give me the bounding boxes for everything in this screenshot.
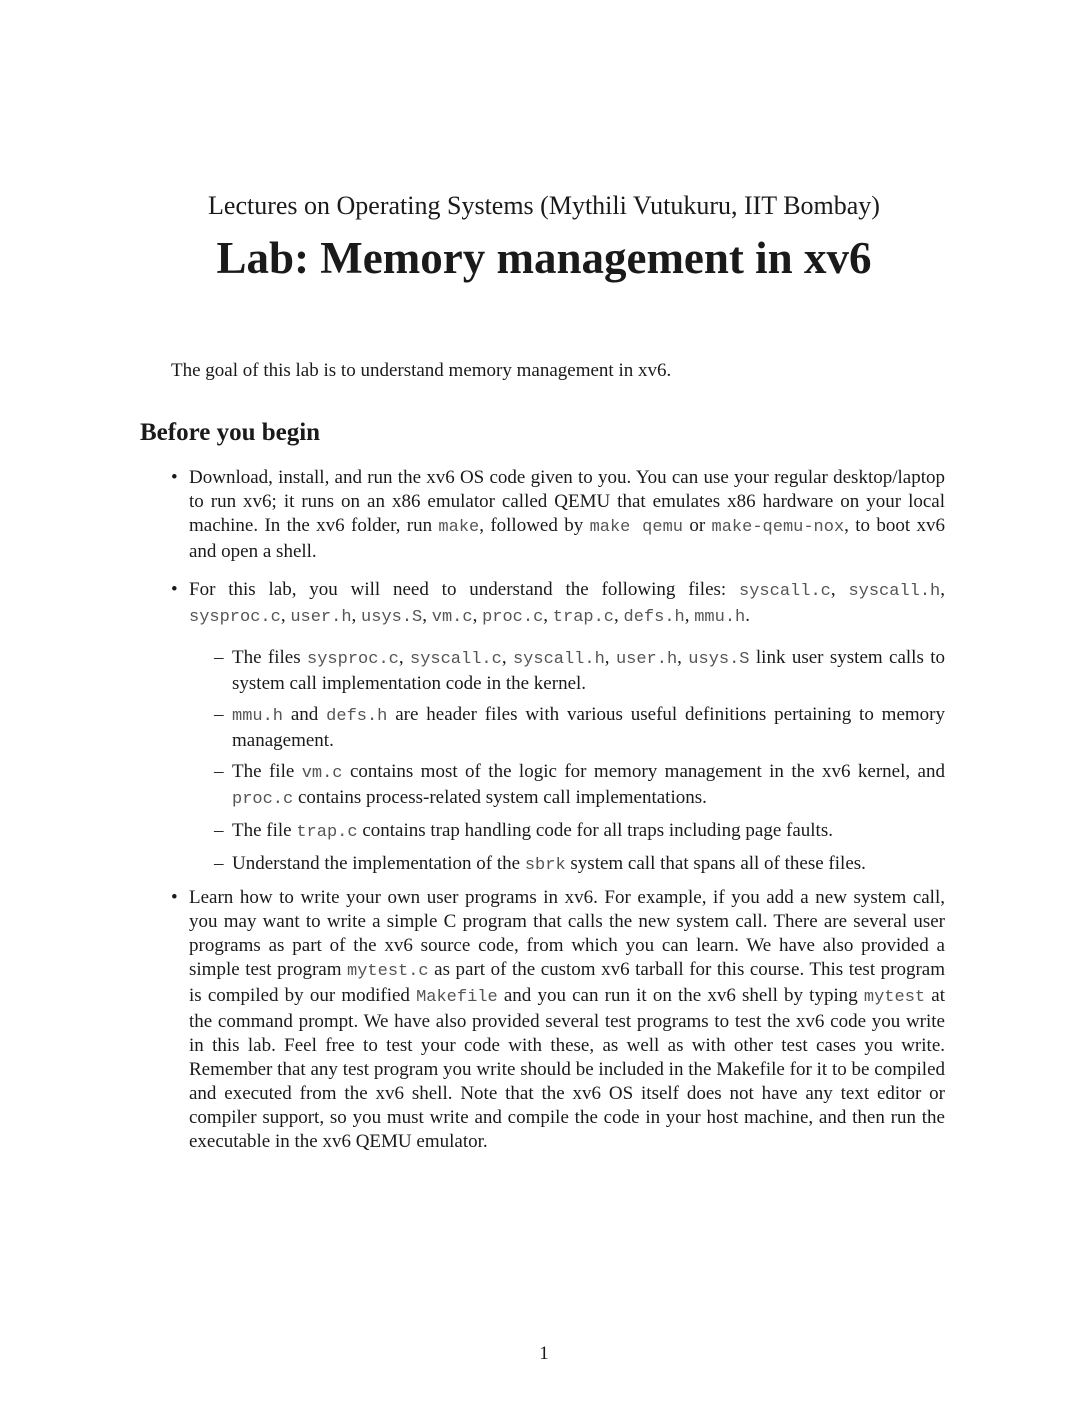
code-sysproc: sysproc.c (307, 650, 399, 669)
text: as part of the custom xv6 tarball for this course. This test program is compiled by our modified (189, 959, 945, 1006)
bullet-list-3 (171, 886, 945, 1154)
separator: , (351, 605, 362, 626)
bullet-marker: • (171, 467, 178, 488)
separator: , (830, 579, 849, 600)
section-heading: Before you begin (140, 419, 321, 446)
separator: , (501, 647, 513, 668)
separator: , (614, 605, 624, 626)
text: and you can run it on the xv6 shell by typing (497, 985, 864, 1006)
code-file: user.h (290, 608, 352, 627)
dash-marker: – (214, 704, 224, 725)
separator: , (677, 647, 689, 668)
code-sbrk: sbrk (524, 856, 566, 875)
code-file: syscall.c (739, 582, 831, 601)
sub-item-syscall-files (214, 646, 945, 696)
intro-paragraph: The goal of this lab is to understand memory management in xv6. (171, 360, 672, 381)
code-make-qemu: make qemu (589, 518, 683, 537)
bullet-item-download (171, 466, 945, 564)
bullet-item-files (171, 578, 945, 630)
text: link user system calls to system call implementation code in the kernel. (232, 647, 946, 694)
code-mytest: mytest (863, 988, 926, 1007)
text: The files (232, 647, 308, 668)
code-make: make (438, 518, 480, 537)
document-title: Lab: Memory management in xv6 (216, 233, 872, 283)
code-syscall-c: syscall.c (410, 650, 502, 669)
code-file: proc.c (482, 608, 544, 627)
code-user-h: user.h (615, 650, 678, 669)
sub-item-trap (214, 819, 945, 845)
sub-item-headers (214, 703, 945, 753)
text: contains process-related system call implementations. (293, 787, 707, 808)
dash-marker: – (214, 647, 224, 668)
separator: , (543, 605, 553, 626)
code-file: defs.h (623, 608, 685, 627)
dash-marker: – (214, 761, 224, 782)
dash-marker: – (214, 820, 224, 841)
bullet-list-2 (171, 578, 945, 630)
text: The file (232, 820, 297, 841)
code-mmu-h: mmu.h (232, 707, 284, 726)
code-syscall-h: syscall.h (512, 650, 605, 669)
sub-item-vm (214, 760, 945, 812)
text: The file (232, 761, 302, 782)
bullet-item-user-programs (171, 886, 945, 1154)
separator: , (940, 579, 946, 600)
code-file: syscall.h (848, 582, 941, 601)
document-subtitle: Lectures on Operating Systems (Mythili Vutukuru, IIT Bombay) (208, 191, 880, 220)
separator: , (472, 605, 483, 626)
code-make-qemu-nox: make-qemu-nox (711, 518, 845, 537)
sub-item-sbrk (214, 852, 945, 878)
dash-marker: – (214, 853, 224, 874)
text: Learn how to write your own user programs in xv6. For example, if you add a new system call, you may want to write a simple C program that calls the new system call. There are several user programs as part of the xv6 source code, from which you can learn. We have also provided a simple test program (189, 887, 945, 980)
text: Download, install, and run the xv6 OS code given to you. You can use your regular desktop/laptop to run xv6; it runs on an x86 emulator called QEMU that emulates x86 hardware on your local machine. In the xv6 folder, run (189, 467, 945, 536)
text: , to boot xv6 and open a shell. (189, 515, 946, 562)
code-makefile: Makefile (416, 988, 498, 1007)
code-file: usys.S (361, 608, 423, 627)
code-file: vm.c (431, 608, 473, 627)
text: and (283, 704, 327, 725)
code-trap-c: trap.c (296, 823, 358, 842)
code-defs-h: defs.h (326, 707, 388, 726)
text: contains trap handling code for all traps including page faults. (357, 820, 833, 841)
code-usys-s: usys.S (688, 650, 750, 669)
text: or (683, 515, 712, 536)
text: . (745, 605, 750, 626)
text: For this lab, you will need to understand the following files: (189, 579, 740, 600)
separator: , (684, 605, 695, 626)
bullet-marker: • (171, 579, 178, 600)
sub-list (214, 646, 945, 878)
text: system call that spans all of these files. (565, 853, 866, 874)
text: contains most of the logic for memory management in the xv6 kernel, and (342, 761, 945, 782)
code-mytest-c: mytest.c (347, 962, 429, 981)
text: Understand the implementation of the (232, 853, 525, 874)
code-file: trap.c (552, 608, 615, 627)
page-number: 1 (539, 1343, 549, 1364)
code-file: sysproc.c (189, 608, 281, 627)
separator: , (604, 647, 616, 668)
bullet-list-1 (171, 466, 945, 564)
code-file: mmu.h (694, 608, 746, 627)
code-vm-c: vm.c (301, 764, 343, 783)
text: are header files with various useful definitions pertaining to memory management. (232, 704, 946, 751)
text: at the command prompt. We have also provided several test programs to test the xv6 code you write in this lab. Feel free to test your code with these, as well as with other test cases you write. Remember that any test program you write should be included in the Makefile for it to be compiled and executed from the xv6 shell. Note that the xv6 OS itself does not have any text editor or compiler support, so you must write and compile the code in your host machine, and then run the executable in the xv6 QEMU emulator. (189, 985, 945, 1152)
code-proc-c: proc.c (232, 790, 294, 809)
separator: , (422, 605, 432, 626)
text: , followed by (479, 515, 590, 536)
separator: , (280, 605, 291, 626)
bullet-marker: • (171, 887, 178, 908)
separator: , (398, 647, 410, 668)
